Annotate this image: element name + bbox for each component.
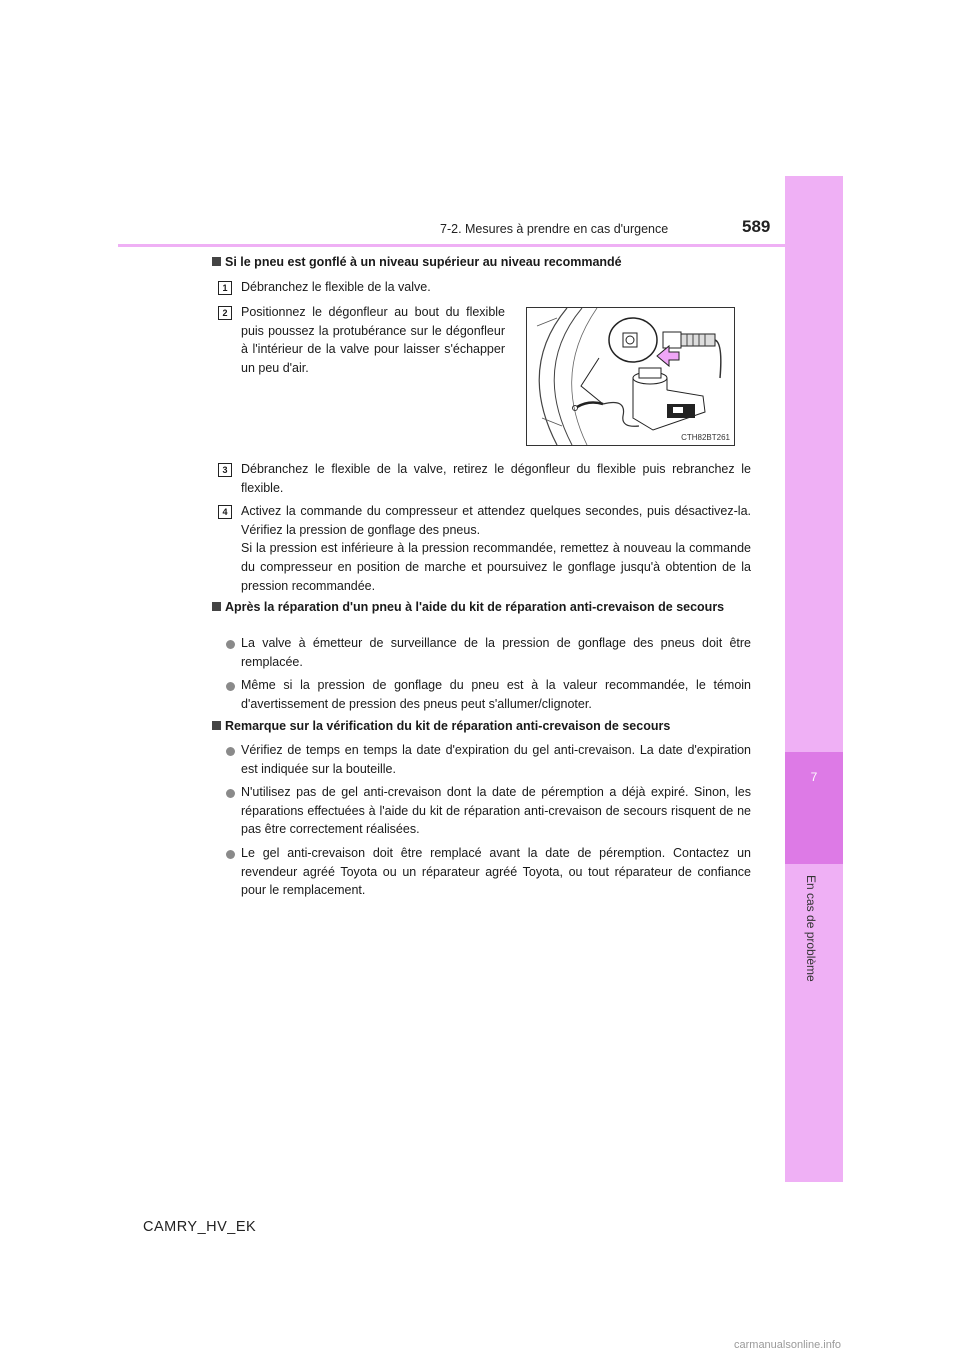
section-heading-after-repair (212, 598, 750, 616)
round-bullet-icon (226, 850, 235, 859)
chapter-number: 7 (810, 770, 818, 784)
chapter-side-tab (785, 176, 843, 1182)
step-number-badge: 1 (218, 281, 232, 295)
round-bullet-icon (226, 640, 235, 649)
square-bullet-icon (212, 721, 221, 730)
breadcrumb: 7-2. Mesures à prendre en cas d'urgence (440, 222, 669, 236)
bullet-text: Vérifiez de temps en temps la date d'expiration du gel anti-crevaison. La date d'expiration est indiquée sur la bouteille. (241, 743, 751, 776)
round-bullet-icon (226, 747, 235, 756)
step-text-line: Activez la commande du compresseur et attendez quelques secondes, puis désactivez-la. Vérifiez la pression de gonflage des pneus. (241, 504, 751, 537)
step-number-badge: 4 (218, 505, 232, 519)
step-number-badge: 3 (218, 463, 232, 477)
bullet-text: Même si la pression de gonflage du pneu est à la valeur recommandée, le témoin d'avertissement de pression des pneus peut s'allumer/clignoter. (241, 678, 751, 711)
step-number-badge: 2 (218, 306, 232, 320)
section-heading-overinflated (212, 253, 622, 271)
square-bullet-icon (212, 257, 221, 266)
deflator-illustration (526, 307, 735, 446)
step-text-line: Si la pression est inférieure à la pression recommandée, remettez à nouveau la commande du compresseur en position de marche et poursuivez le gonflage jusqu'à obtention de la pression recommandée. (241, 541, 751, 593)
round-bullet-icon (226, 682, 235, 691)
section-heading-text: Remarque sur la vérification du kit de réparation anti-crevaison de secours (225, 719, 671, 733)
chapter-tab-highlight (785, 752, 843, 864)
bullet-text: La valve à émetteur de surveillance de la pression de gonflage des pneus doit être remplacée. (241, 636, 751, 669)
section-heading-text: Après la réparation d'un pneu à l'aide du kit de réparation anti-crevaison de secours (225, 600, 725, 614)
watermark: carmanualsonline.info (734, 1339, 842, 1351)
chapter-title: En cas de problème (804, 875, 818, 982)
header-rule (118, 244, 785, 247)
step-text: Débranchez le flexible de la valve, retirez le dégonfleur du flexible puis rebranchez le flexible. (241, 462, 751, 495)
bullet-text: Le gel anti-crevaison doit être remplacé avant la date de péremption. Contactez un revendeur agréé Toyota ou un réparateur agréé Toyota, ou tout réparateur de confiance pour le remplacement. (241, 846, 751, 898)
section-heading-kit-check (212, 717, 670, 735)
square-bullet-icon (212, 602, 221, 611)
figure-code: CTH82BT261 (681, 433, 730, 442)
step-text (241, 502, 751, 596)
round-bullet-icon (226, 789, 235, 798)
page-number: 589 (742, 217, 771, 236)
step-text: Positionnez le dégonfleur au bout du flexible puis poussez la protubérance sur le dégonfleur à l'intérieur de la valve pour laisser s'échapper un peu d'air. (241, 305, 505, 376)
bullet-text: N'utilisez pas de gel anti-crevaison dont la date de péremption a déjà expiré. Sinon, les réparations effectuées à l'aide du kit de réparation anti-crevaison de secours risquent de ne pas être correctement réalisées. (241, 785, 751, 837)
footer-model-code: CAMRY_HV_EK (143, 1219, 257, 1235)
section-heading-text: Si le pneu est gonflé à un niveau supérieur au niveau recommandé (225, 255, 622, 269)
step-text: Débranchez le flexible de la valve. (241, 280, 431, 294)
